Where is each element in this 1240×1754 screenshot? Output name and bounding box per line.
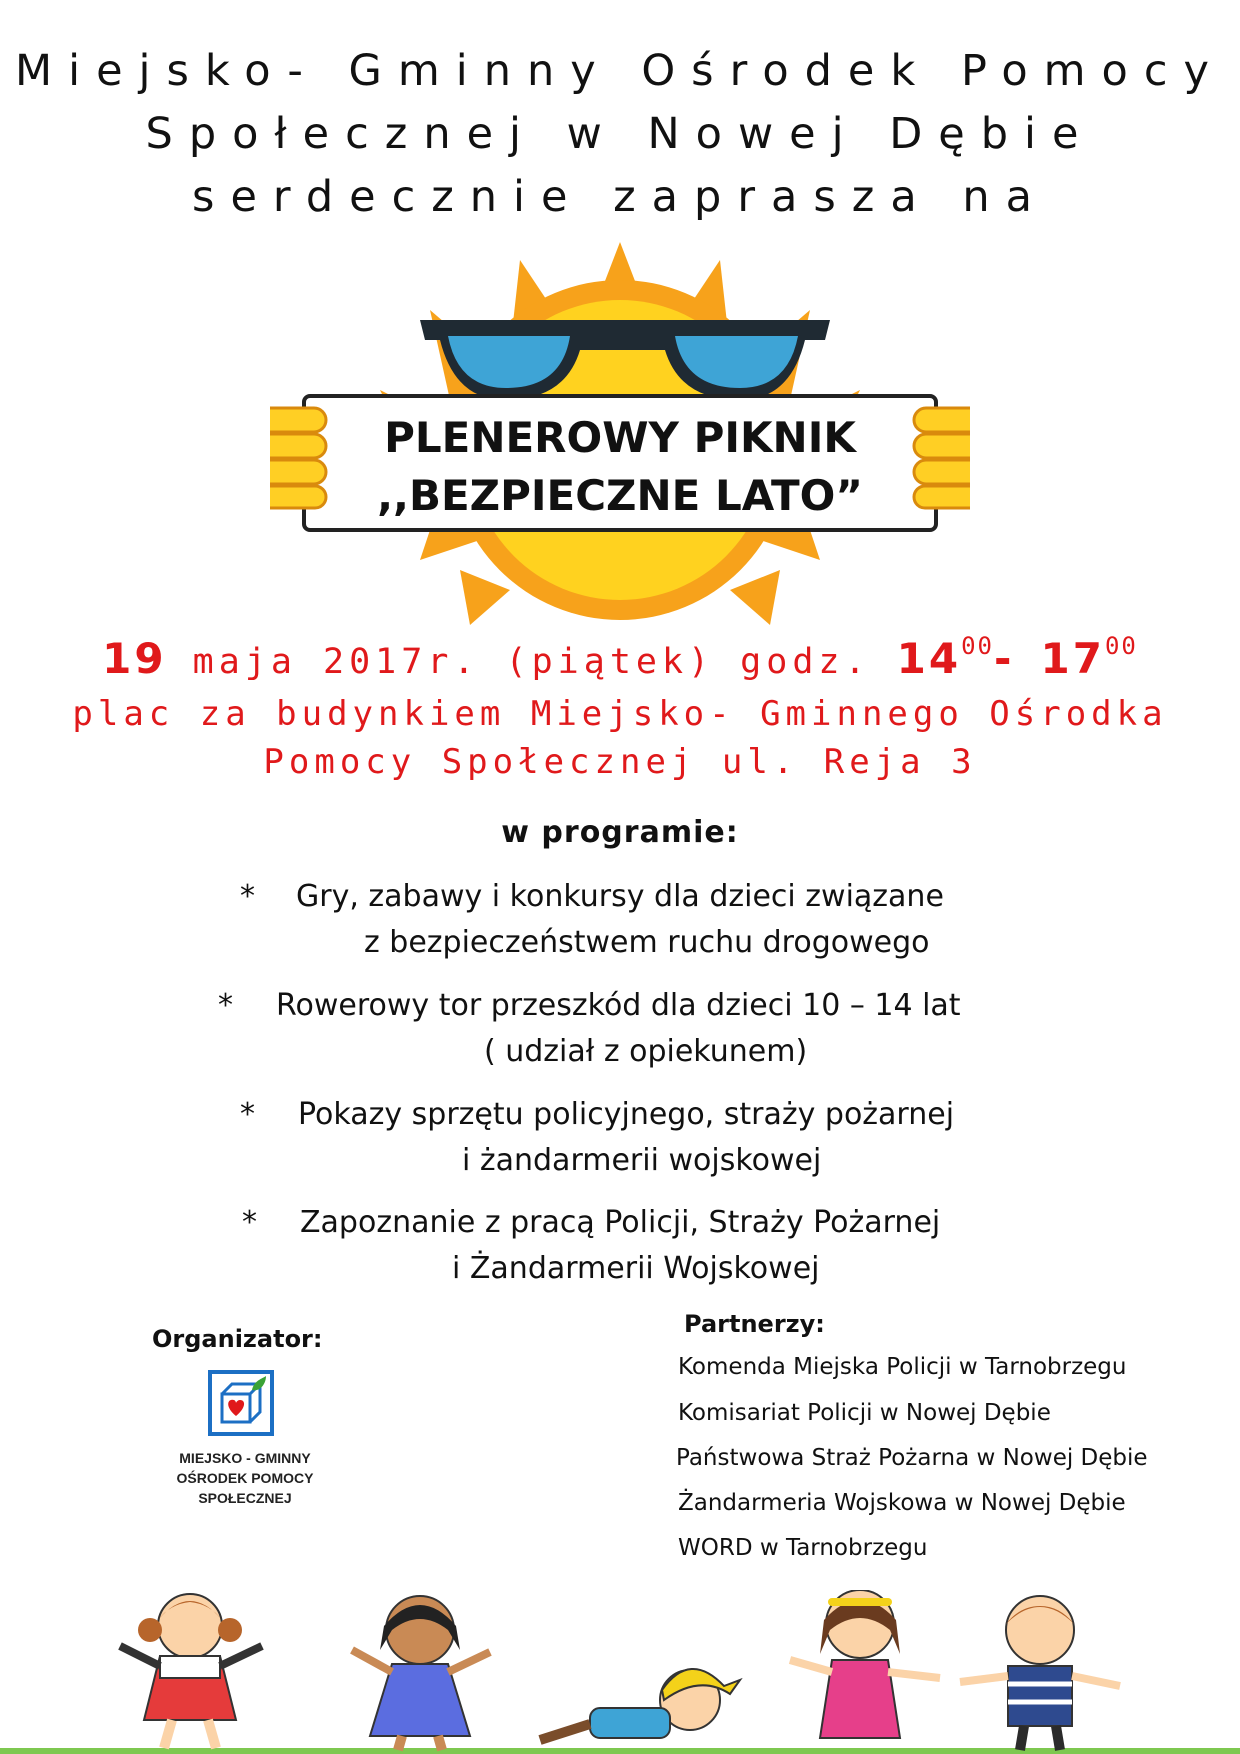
kid-girl-icon xyxy=(352,1596,490,1750)
partner-item: Komisariat Policji w Nowej Dębie xyxy=(678,1400,1051,1426)
partner-item: WORD w Tarnobrzegu xyxy=(678,1535,928,1561)
bullet-star-icon: * xyxy=(240,879,255,914)
programme-item-line-1: Gry, zabawy i konkursy dla dzieci związane xyxy=(296,879,944,914)
programme-item-line-1: Rowerowy tor przeszkód dla dzieci 10 – 14 lat xyxy=(276,988,961,1023)
programme-item xyxy=(240,874,1040,966)
logo-text-line-1: MIEJSKO - GMINNY xyxy=(179,1450,311,1466)
header-line-3: serdecznie zaprasza na xyxy=(192,172,1048,222)
children-playing-icon xyxy=(0,1590,1240,1754)
kids-illustration xyxy=(0,1590,1240,1754)
organizer-label: Organizator: xyxy=(152,1325,323,1353)
programme-item-line-1: Pokazy sprzętu policyjnego, straży pożarnej xyxy=(298,1097,955,1132)
event-day: 19 xyxy=(102,634,167,683)
partners-label: Partnerzy: xyxy=(684,1310,825,1338)
event-date-text: maja 2017r. (piątek) godz. xyxy=(192,642,871,682)
header xyxy=(0,40,1240,229)
kid-boy-icon xyxy=(960,1596,1120,1750)
partner-item: Żandarmeria Wojskowa w Nowej Dębie xyxy=(678,1490,1126,1516)
event-time-dash: - xyxy=(993,634,1015,683)
event-end-hour: 17 xyxy=(1040,634,1105,683)
sign-line-1: PLENEROWY PIKNIK xyxy=(384,413,856,462)
kid-girl-icon xyxy=(120,1594,262,1748)
programme-item-line-2: i Żandarmerii Wojskowej xyxy=(452,1251,820,1286)
header-line-1: Miejsko- Gminny Ośrodek Pomocy xyxy=(15,46,1225,96)
event-start-minutes: 00 xyxy=(961,632,994,660)
programme-item-line-2: i żandarmerii wojskowej xyxy=(462,1143,822,1178)
partner-item: Państwowa Straż Pożarna w Nowej Dębie xyxy=(676,1445,1148,1471)
partner-item: Komenda Miejska Policji w Tarnobrzegu xyxy=(678,1354,1127,1380)
sun-illustration xyxy=(270,240,970,630)
event-end-minutes: 00 xyxy=(1104,632,1138,660)
programme-title: w programie: xyxy=(501,815,739,850)
event-place-line-2: Pomocy Społecznej ul. Reja 3 xyxy=(263,742,977,782)
bullet-star-icon: * xyxy=(218,988,233,1023)
programme-item xyxy=(218,983,1038,1075)
organizer-logo xyxy=(208,1370,274,1436)
programme-item-line-1: Zapoznanie z pracą Policji, Straży Pożarnej xyxy=(300,1205,941,1240)
kid-boy-lying-icon xyxy=(540,1669,740,1740)
programme-item xyxy=(240,1092,1040,1184)
sign-line-2: ,,BEZPIECZNE LATO” xyxy=(377,471,863,520)
organizer-logo-text xyxy=(160,1448,330,1508)
header-line-2: Społecznej w Nowej Dębie xyxy=(145,109,1095,159)
mgops-logo-icon xyxy=(208,1370,274,1436)
kid-girl-icon xyxy=(790,1590,940,1738)
programme-item xyxy=(242,1200,1042,1292)
programme-item-line-2: ( udział z opiekunem) xyxy=(484,1034,808,1069)
logo-text-line-3: SPOŁECZNEJ xyxy=(198,1490,292,1506)
bullet-star-icon: * xyxy=(242,1205,257,1240)
programme-item-line-2: z bezpieczeństwem ruchu drogowego xyxy=(364,925,930,960)
event-start-hour: 14 xyxy=(896,634,962,683)
event-place-line-1: plac za budynkiem Miejsko- Gminnego Ośrodka xyxy=(72,694,1168,734)
sun-with-sunglasses-icon xyxy=(270,240,970,630)
logo-text-line-2: OŚRODEK POMOCY xyxy=(176,1470,314,1486)
event-date-time xyxy=(0,632,1240,683)
bullet-star-icon: * xyxy=(240,1097,255,1132)
